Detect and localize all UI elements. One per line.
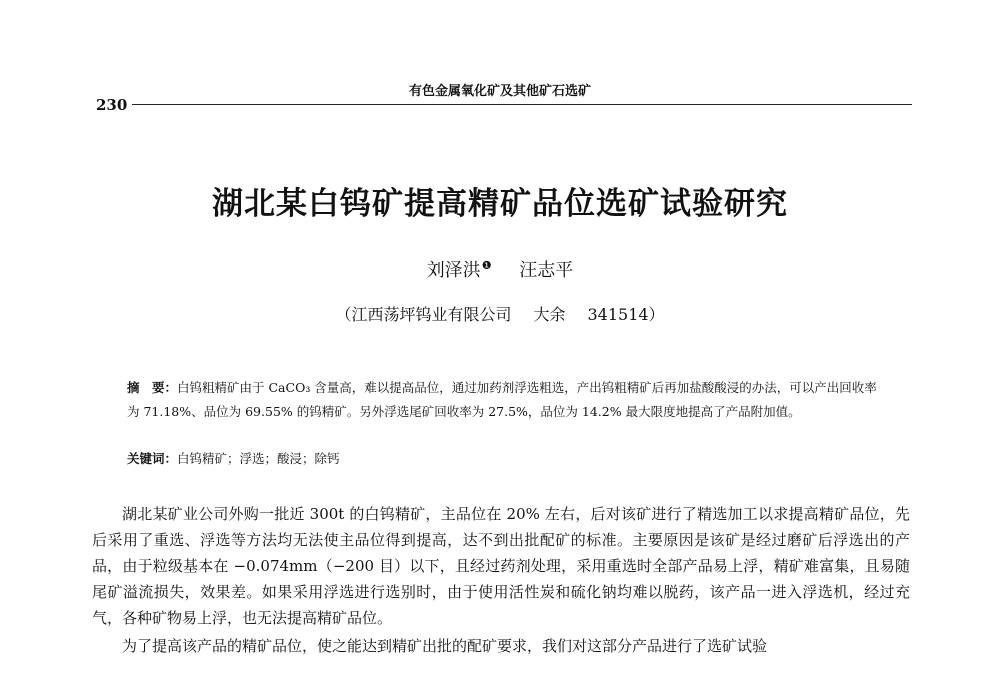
body-paragraph-2: 为了提高该产品的精矿品位，使之能达到精矿出批的配矿要求，我们对这部分产品进行了选矿试验 [122,637,768,655]
author-footnote-mark: ❶ [481,259,492,272]
author-1-name: 刘泽洪 [426,260,481,281]
abstract-label: 摘 要： [127,380,178,395]
keywords [127,449,887,467]
affiliation-postcode: 341514） [587,305,665,324]
affiliation-org: （江西荡坪钨业有限公司 [335,305,512,324]
header-rule [132,104,912,105]
page-number: 230 [96,96,128,114]
author-1 [427,256,492,282]
running-header-title: 有色金属氧化矿及其他矿石选矿 [408,84,591,99]
author-2-name: 汪志平 [519,260,574,281]
affiliation-city: 大余 [533,305,566,324]
body-paragraph-1: 湖北某矿业公司外购一批近 300t 的白钨精矿，主品位在 20% 左右，后对该矿进行了精选加工以求提高精矿品位，先后采用了重选、浮选等方法均无法使主品位得到提高，达不到出批配矿的标准。主要原因是该矿是经过磨矿后浮选出的产品，由于粒级基本在 −0.074mm（−200 目）以下，且经过药剂处理，采用重选时全部产品易上浮，精矿难富集，且易随尾矿溢流损失，效果差。如果采用浮选进行选别时，由于使用活性炭和硫化钠均难以脱药，该产品一进入浮选机，经过充气，各种矿物易上浮，也无法提高精矿品位。 [92,505,910,627]
body-text [92,501,910,659]
keywords-label: 关键词： [127,451,178,466]
abstract [127,376,887,424]
abstract-text: 白钨粗精矿由于 CaCO₃ 含量高，难以提高品位，通过加药剂浮选粗选，产出钨粗精矿后再加盐酸酸浸的办法，可以产出回收率为 71.18%、品位为 69.55% 的钨精矿。另外浮选尾矿回收率为 27.5%，品位为 14.2% 最大限度地提高了产品附加值。 [127,380,877,419]
affiliation [0,302,1000,325]
paper-title: 湖北某白钨矿提高精矿品位选矿试验研究 [212,186,788,222]
author-line [0,256,1000,282]
keywords-text: 白钨精矿；浮选；酸浸；除钙 [177,451,340,466]
author-2 [519,256,573,282]
